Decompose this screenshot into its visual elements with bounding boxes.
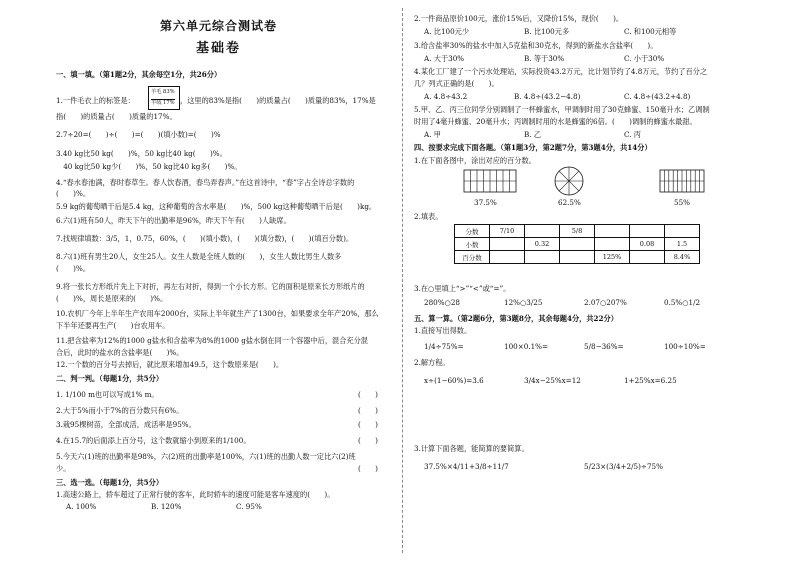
s1-q10-a: 10.农机厂今年上半年生产农用车2000台，实际上半年就生产了1300台，如果要求全年产20%，那么 [56, 309, 379, 318]
tag-line-wool: 羊毛 83% [151, 89, 175, 95]
s3-q4-b: 几？列式正确的是( )。 [414, 79, 499, 88]
table-cell[interactable] [595, 238, 630, 251]
table-cell[interactable]: 7/10 [490, 225, 525, 238]
s3-q3-option-a[interactable]: A. 大于30% [424, 54, 465, 63]
s3-q4-a: 4.某化工厂建了一个污水处理站，实际投资43.2万元，比计划节约了4.8万元，节约了百分之 [414, 67, 708, 76]
table-cell[interactable] [490, 238, 525, 251]
table-cell[interactable]: 5/8 [560, 225, 595, 238]
s3-q1-option-b[interactable]: B. 120% [151, 502, 182, 511]
section3-title: 三、选一选。（每题1分，共5分） [56, 478, 164, 487]
s3-q3-option-b[interactable]: B. 等于30% [524, 54, 565, 63]
row-head-fraction: 分数 [455, 225, 490, 238]
s1-q1-text-b: ，这里的83%是指( )的质量占( )质量的83%，17%是 [180, 96, 376, 105]
table-cell[interactable]: 1.5 [665, 238, 700, 251]
s1-q8-b: ( )%。 [56, 264, 91, 273]
compare-item-1[interactable]: 280%○28 [424, 298, 460, 307]
s2-q4: 4.在15.7的后面添上百分号，这个数就缩小到原来的1/100。 [56, 436, 251, 445]
table-cell[interactable] [560, 238, 595, 251]
table-cell[interactable] [525, 251, 560, 264]
s3-q5-option-b[interactable]: B. 乙 [524, 130, 542, 139]
mental-calc-4: 100÷10%= [664, 342, 706, 351]
s1-q8-a: 8.六(1)班有男生20人，女生25人。女生人数是全班人数的( )，女生人数比男生人数多 [56, 252, 342, 261]
equation-1: x÷(1−60%)=3.6 [424, 376, 484, 385]
s3-q3: 3.给含盐率30%的盐水中加入5克盐和30克水，得到的新盐水含盐率( )。 [414, 41, 658, 50]
s1-q12: 12.一个数的百分号去掉后，就比原来增加49.5，这个数原来是( )。 [56, 360, 284, 369]
table-cell[interactable] [665, 225, 700, 238]
column-divider [402, 8, 403, 553]
s2-q1-answer-paren[interactable]: ( ) [358, 390, 378, 399]
s5-q2: 2.解方程。 [414, 358, 450, 367]
s3-q5-a: 5.甲、乙、丙三位同学分别调制了一杯蜂蜜水，甲调制时用了30克蜂蜜、150毫升水；乙调制 [414, 105, 710, 114]
s3-q3-option-c[interactable]: C. 小于30% [624, 54, 665, 63]
s5-q1: 1.直接写出得数。 [414, 326, 472, 335]
s5-q3: 3.计算下面各题，能简算的要简算。 [414, 444, 529, 453]
s3-q1-option-a[interactable]: A. 100% [66, 502, 97, 511]
s1-q3-b: 40 kg比50 kg少( )%，50 kg比40 kg多( )%。 [56, 162, 242, 171]
row-head-percent: 百分数 [455, 251, 490, 264]
s2-q4-answer-paren[interactable]: ( ) [358, 436, 378, 445]
section2-title: 二、判一判。（每题1分，共5分） [56, 374, 164, 383]
figure2-label: 62.5% [558, 198, 581, 207]
s1-q1-text-c: 指( )的质量占( )质量的17%。 [56, 112, 177, 121]
s1-q10-b: 下半年还要再生产( )台农用车。 [56, 321, 170, 330]
s1-q4-b: ( )%。 [56, 189, 91, 198]
s3-q2-option-c[interactable]: C. 和100元相等 [624, 27, 677, 36]
s1-q11-a: 11.把含盐率为12%的1000 g盐水和含盐率为8%的1000 g盐水倒在同一个容器中后，混合充分混 [56, 336, 368, 345]
s2-q3-answer-paren[interactable]: ( ) [358, 420, 378, 429]
table-cell[interactable]: 0.08 [630, 238, 665, 251]
s1-q9-a: 9.将一张长方形纸片先上下对折，再左右对折，得到一个小长方形。它的面积是原来长方形纸片的 [56, 282, 365, 291]
s3-q4-option-a[interactable]: A. 4.8÷43.2 [424, 92, 468, 101]
table-cell[interactable] [595, 225, 630, 238]
compare-item-3[interactable]: 2.07○207% [584, 298, 627, 307]
table-row [455, 251, 700, 264]
compare-item-2[interactable]: 12%○3/25 [504, 298, 543, 307]
s3-q1-option-c[interactable]: C. 95% [236, 502, 262, 511]
table-cell[interactable] [525, 225, 560, 238]
s3-q2: 2.一件商品原价100元，涨价15%后，又降价15%，现价( )。 [414, 14, 624, 23]
table-cell[interactable]: 8.4% [665, 251, 700, 264]
s3-q5-option-a[interactable]: A. 甲 [424, 130, 441, 139]
s2-q5-answer-paren[interactable]: ( ) [358, 464, 378, 473]
s1-q3-a: 3.40 kg比50 kg( )%，50 kg比40 kg( )%。 [56, 149, 227, 158]
section4-title: 四、按要求完成下面各题。（第1题3分，第2题7分，第3题4分，共14分） [414, 143, 652, 152]
s4-q3: 3.在○里填上“>”“<”或“=”。 [414, 284, 511, 293]
left-column [56, 0, 392, 561]
s1-q2: 2.7÷20=( )÷( )=( )(填小数)=( )% [56, 130, 221, 139]
s1-q4-a: 4.“春水春池满，春时春草生。春人饮春酒，春鸟弄春声。”在这首诗中，“春”字占全诗总字数的 [56, 178, 355, 187]
right-column [414, 0, 744, 561]
twenty-cell-grid-figure[interactable] [660, 170, 704, 192]
table-cell[interactable]: 125% [595, 251, 630, 264]
s2-q3: 3.栽95棵树苗，全部成活，成活率是95%。 [56, 420, 196, 429]
mental-calc-1: 1/4÷75%= [424, 342, 464, 351]
s3-q5-b: 时用了4毫升蜂蜜、20毫升水；丙调制时用的水是蜂蜜的6倍。( )调制的蜂蜜水最甜。 [414, 117, 697, 126]
simplify-calc-1: 37.5%×4/11+3/8÷11/7 [424, 462, 509, 471]
s2-q2: 2.大于5%而小于7%的百分数只有6%。 [56, 406, 184, 415]
figure1-label: 37.5% [474, 198, 497, 207]
tag-line-cashmere: 羊绒 17% [151, 100, 175, 106]
equation-3: 1+25%x=6.25 [624, 376, 677, 385]
compare-item-4[interactable]: 0.5%○1/2 [664, 298, 701, 307]
s1-q7: 7.找规律填数：3/5，1，0.75，60%，( )(填小数)，( )(填分数)，( )(填百分数)。 [56, 234, 354, 243]
s4-q2: 2.填表。 [414, 212, 443, 221]
table-cell[interactable] [630, 251, 665, 264]
s3-q1: 1.高速公路上，轿车超过了正常行驶的客车，此时轿车的速度可能是客车速度的( )。 [56, 490, 335, 499]
s1-q9-b: ( )%，周长是原来的( )%。 [56, 294, 168, 303]
s3-q4-option-c[interactable]: C. 4.8÷(43.2+4.8) [624, 92, 691, 101]
divided-circle-figure[interactable] [554, 166, 584, 196]
s3-q4-option-b[interactable]: B. 4.8÷(43.2−4.8) [514, 92, 581, 101]
s2-q5-a: 5.今天六(1)班的出勤率是98%，六(2)班的出勤率是100%，六(1)班的出勤人数一定比六(2)班 [56, 452, 356, 461]
s1-q1-text-a: 1.一件毛衣上的标签是： [56, 96, 135, 105]
table-cell[interactable] [630, 225, 665, 238]
simplify-calc-2: 5/23×(3/4+2/5)÷75% [584, 462, 663, 471]
page-title: 第六单元综合测试卷 [160, 19, 278, 33]
section1-title: 一、填一填。（第1题2分，其余每空1分，共26分） [56, 70, 222, 79]
section5-title: 五、算一算。（第2题6分，第3题8分，其余每题4分，共22分） [414, 314, 618, 323]
figure3-label: 55% [674, 198, 690, 207]
s2-q2-answer-paren[interactable]: ( ) [358, 406, 378, 415]
s3-q5-option-c[interactable]: C. 丙 [624, 130, 641, 139]
table-cell[interactable] [560, 251, 595, 264]
table-cell[interactable] [490, 251, 525, 264]
s3-q2-option-a[interactable]: A. 比100元少 [424, 27, 470, 36]
row-head-decimal: 小数 [455, 238, 490, 251]
clothing-label-tag [148, 86, 180, 110]
s3-q2-option-b[interactable]: B. 比100元多 [524, 27, 570, 36]
s2-q5-b: 少。 [56, 464, 71, 473]
table-cell[interactable]: 0.32 [525, 238, 560, 251]
grid-rectangle-figure[interactable] [464, 170, 516, 192]
s2-q1: 1. 1/100 m也可以写成1% m。 [56, 390, 159, 399]
table-row [455, 225, 700, 238]
s1-q5: 5.9 kg的葡萄晒干后是5.4 kg，这种葡萄的含水率是( )%，500 kg这种葡萄晒干后是( )kg。 [56, 202, 377, 211]
s1-q11-b: 合后，此时的盐水的含盐率是( )%。 [56, 348, 184, 357]
mental-calc-3: 5/8−36%= [584, 342, 624, 351]
s1-q6: 6.六(1)班有50人，昨天下午的出勤率是96%，昨天下午有( )人缺席。 [56, 216, 291, 225]
s4-q1: 1.在下面各图中，涂出对应的百分数。 [414, 156, 536, 165]
equation-2: 3/4x−25%x=12 [524, 376, 581, 385]
table-row [455, 238, 700, 251]
page-subtitle: 基础卷 [196, 41, 242, 56]
conversion-table [454, 224, 700, 264]
mental-calc-2: 100×0.1%= [504, 342, 549, 351]
